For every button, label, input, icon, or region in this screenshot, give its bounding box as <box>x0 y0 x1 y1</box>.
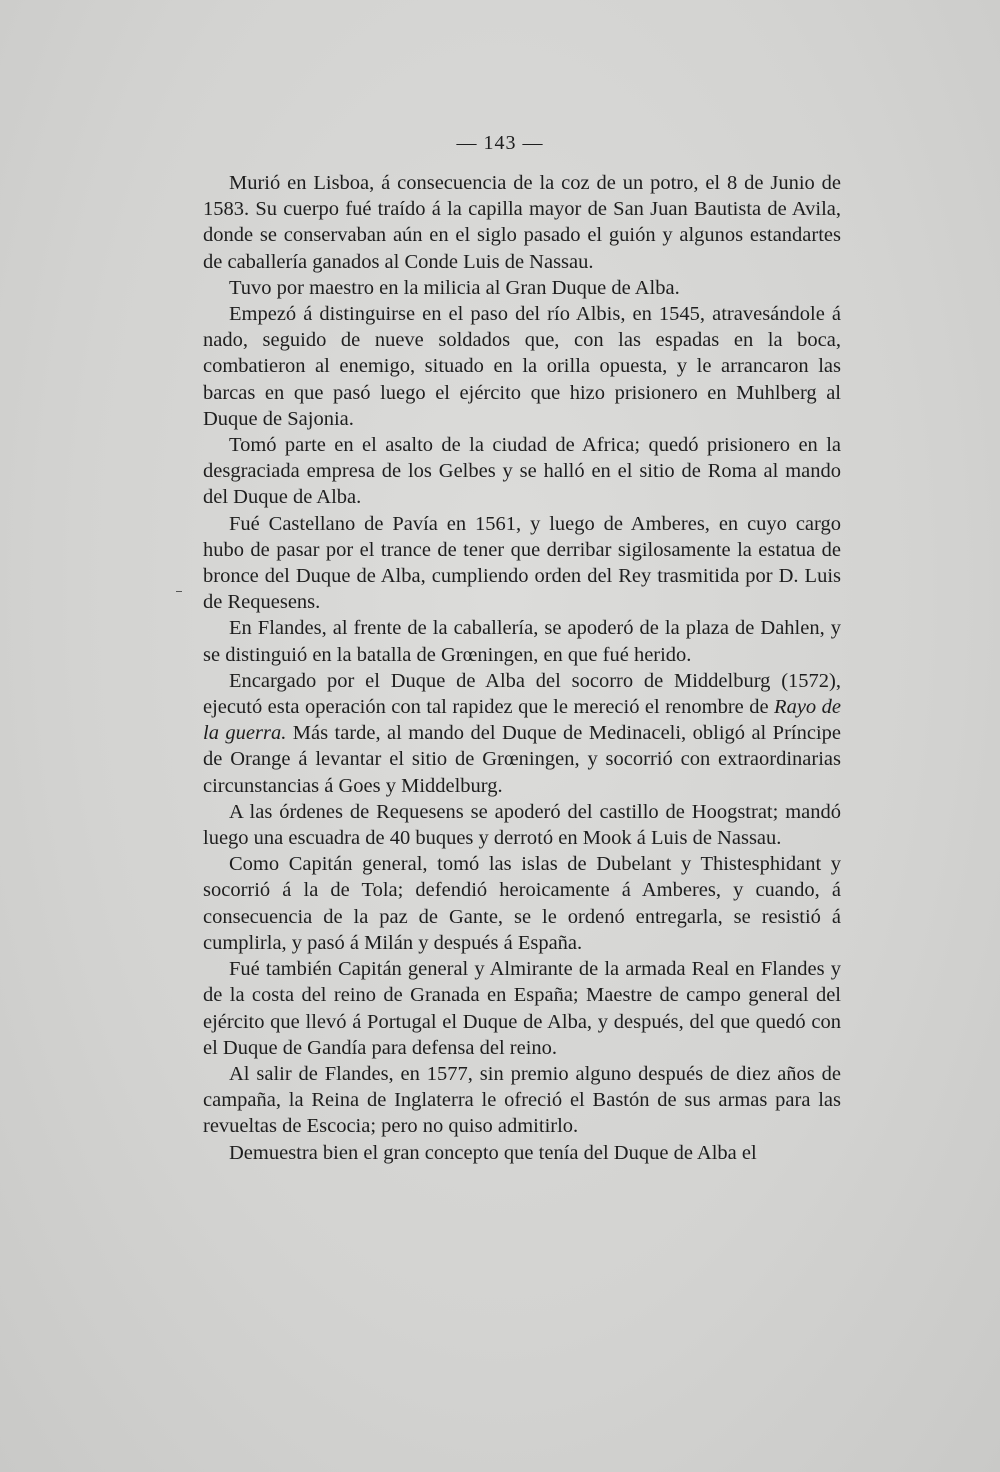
page-number: — 143 — <box>456 132 544 154</box>
paragraph-demuestra: Demuestra bien el gran concepto que tenía del Duque de Alba el <box>229 1141 757 1164</box>
margin-mark <box>176 591 182 592</box>
paragraph-almirante: Fué también Capitán general y Almirante de la armada Real en Flandes y de la costa del reino de Granada en España; Maestre de campo general del ejército que llevó á Portugal el Duque de Alba, y después, del que quedó con el Duque de Gandía para defensa del reino. <box>203 958 841 1059</box>
paragraph-flandes: En Flandes, al frente de la caballería, se apoderó de la plaza de Dahlen, y se distinguió en la batalla de Grœningen, en que fué herido. <box>203 617 841 666</box>
paragraph-africa: Tomó parte en el asalto de la ciudad de Africa; quedó prisionero en la desgraciada empresa de los Gelbes y se halló en el sitio de Roma al mando del Duque de Alba. <box>203 434 841 509</box>
nickname-italic: Rayo de la guerra. <box>203 696 841 745</box>
paragraph-middelburg <box>203 668 841 799</box>
paragraph-middelburg-before: Encargado por el Duque de Alba del socorro de Middelburg (1572), ejecutó esta operación con tal rapidez que le mereció el renombre de <box>203 669 841 719</box>
paragraph-albis: Empezó á distinguirse en el paso del río Albis, en 1545, atravesándole á nado, seguido de nueve soldados que, con las espadas en la boca, combatieron al enemigo, situado en la orilla opuesta, y le arrancaron las barcas en que pasó luego el ejército que hizo prisionero en Muhlberg al Duque de Sajonia. <box>203 303 841 430</box>
paragraph-middelburg-after: Más tarde, al mando del Duque de Medinaceli, obligó al Príncipe de Orange á levantar el sitio de Grœningen, y socorrió con extraordinarias circunstancias á Goes y Middelburg. <box>203 722 841 797</box>
paragraph-pavia: Fué Castellano de Pavía en 1561, y luego de Amberes, en cuyo cargo hubo de pasar por el trance de tener que derribar sigilosamente la estatua de bronce del Duque de Alba, cumpliendo orden del Rey trasmitida por D. Luis de Requesens. <box>203 512 841 614</box>
paragraph-capitan: Como Capitán general, tomó las islas de Dubelant y Thistesphidant y socorrió á la de Tola; defendió heroicamente á Amberes, y cuando, á consecuencia de la paz de Gante, se le ordenó entregarla, se resistió á cumplirla, y pasó á Milán y después á España. <box>203 853 841 954</box>
paragraph-inglaterra: Al salir de Flandes, en 1577, sin premio alguno después de diez años de campaña, la Reina de Inglaterra le ofreció el Bastón de sus armas para las revueltas de Escocia; pero no quiso admitirlo. <box>203 1062 841 1138</box>
paragraph-master: Tuvo por maestro en la milicia al Gran Duque de Alba. <box>229 276 680 299</box>
paragraph-death: Murió en Lisboa, á consecuencia de la coz de un potro, el 8 de Junio de 1583. Su cuerpo fué traído á la capilla mayor de San Juan Bautista de Avila, donde se conservaban aún en el siglo pasado el guión y algunos estandartes de caballería ganados al Conde Luis de Nassau. <box>203 172 841 273</box>
body-text <box>203 170 841 1166</box>
paragraph-hoogstrat: A las órdenes de Requesens se apoderó del castillo de Hoogstrat; mandó luego una escuadra de 40 buques y derrotó en Mook á Luis de Nassau. <box>203 800 841 850</box>
